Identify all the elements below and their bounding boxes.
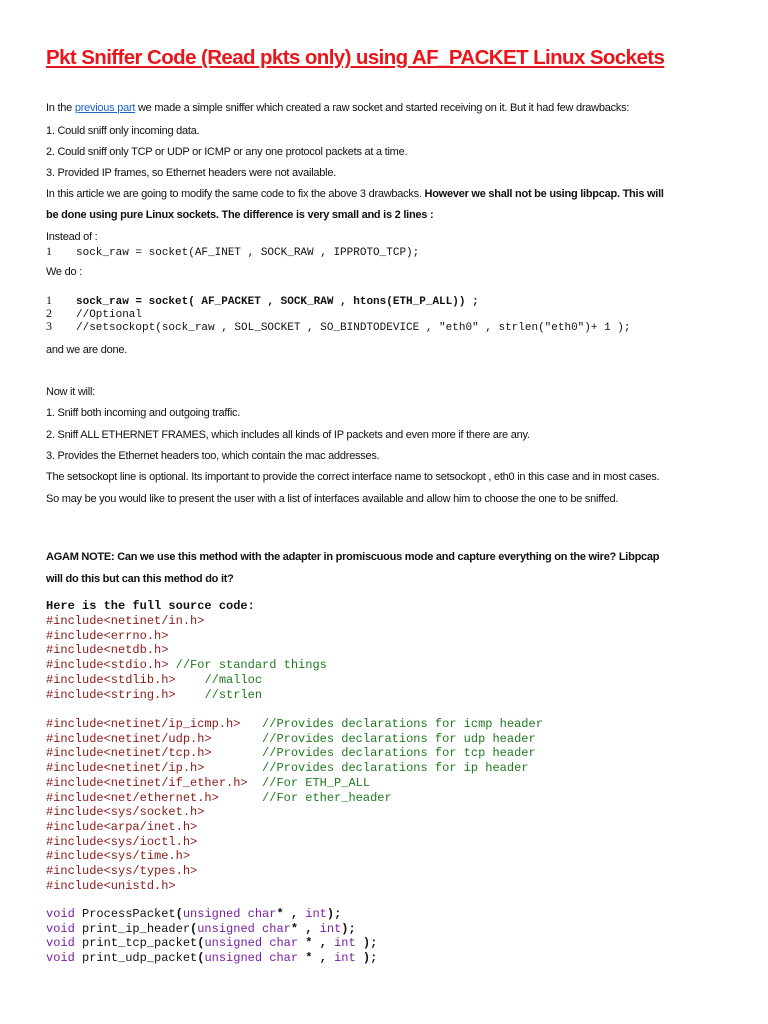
- line-number: 1: [46, 244, 52, 258]
- intro-suffix: we made a simple sniffer which created a raw socket and started receiving on it. But it had few drawbacks:: [135, 102, 630, 114]
- code-comment: //Provides declarations for ip header: [262, 761, 529, 776]
- code-line: [46, 761, 543, 776]
- agam-note: [46, 550, 659, 564]
- we-do-code-line: [46, 320, 631, 335]
- param-type: unsigned char: [204, 951, 299, 966]
- paren-open: (: [190, 921, 198, 936]
- param-rest: * ,: [298, 951, 335, 966]
- page-title: Pkt Sniffer Code (Read pkts only) using AF_PACKET Linux Sockets: [46, 46, 665, 69]
- agam-note-cont: [46, 572, 234, 586]
- now-label: Now it will:: [46, 386, 95, 398]
- code-comment: //Provides declarations for icmp header: [262, 717, 543, 731]
- code-line: [46, 922, 377, 937]
- include-directive: #include<netdb.h>: [46, 643, 169, 658]
- paren-open: (: [197, 951, 205, 966]
- code-text: //setsockopt(sock_raw , SOL_SOCKET , SO_BINDTODEVICE , "eth0" , strlen("eth0")+ 1 );: [76, 322, 631, 334]
- include-directive: #include<sys/socket.h>: [46, 805, 205, 820]
- include-directive: #include<netinet/ip_icmp.h>: [46, 717, 263, 731]
- include-directive: #include<stdlib.h>: [46, 672, 205, 687]
- line-number: 3: [46, 319, 52, 333]
- code-line: [46, 673, 327, 688]
- code-line: [46, 849, 543, 864]
- paren-close: );: [355, 951, 378, 966]
- param-rest: * ,: [276, 907, 306, 921]
- function-name: ProcessPacket: [74, 907, 176, 921]
- include-directive: #include<netinet/tcp.h>: [46, 746, 263, 761]
- code-comment: //For ETH_P_ALL: [262, 775, 371, 790]
- note-line-1: Can we use this method with the adapter in promiscuous mode and capture everything on the wire? Libpcap: [114, 551, 660, 563]
- include-directive: #include<net/ethernet.h>: [46, 790, 263, 805]
- code-line: [46, 717, 543, 732]
- now-item: 2. Sniff ALL ETHERNET FRAMES, which includes all kinds of IP packets and even more if there are any.: [46, 429, 530, 441]
- code-line: [46, 820, 543, 835]
- include-directive: #include<netinet/udp.h>: [46, 731, 263, 746]
- code-text: sock_raw = socket( AF_PACKET , SOCK_RAW , htons(ETH_P_ALL)) ;: [76, 296, 479, 308]
- code-comment: //For ether_header: [262, 790, 392, 805]
- param-rest: * ,: [298, 936, 335, 951]
- function-name: print_tcp_packet: [74, 936, 198, 951]
- article-normal: In this article we are going to modify the same code to fix the above 3 drawbacks.: [46, 188, 425, 200]
- now-item: 3. Provides the Ethernet headers too, which contain the mac addresses.: [46, 450, 380, 462]
- paren-close: );: [326, 907, 342, 921]
- paren-close: );: [341, 921, 356, 936]
- code-line: [46, 936, 377, 951]
- code-text: sock_raw = socket(AF_INET , SOCK_RAW , IPPROTO_TCP);: [76, 247, 420, 259]
- article-bold-line: [46, 208, 433, 222]
- code-block-prototypes: [46, 907, 377, 966]
- include-directive: #include<sys/ioctl.h>: [46, 834, 198, 849]
- maybe-text: So may be you would like to present the user with a list of interfaces available and allow him to choose the one to be sniffed.: [46, 493, 619, 505]
- line-number: 1: [46, 293, 52, 307]
- param-type-2: int: [319, 921, 342, 936]
- code-comment: //strlen: [204, 687, 263, 702]
- code-line: [46, 658, 327, 673]
- setsockopt-text: The setsockopt line is optional. Its important to provide the correct interface name to setsockopt , eth0 in this case and in most cases.: [46, 471, 660, 483]
- code-line: [46, 951, 377, 966]
- param-rest: * ,: [290, 921, 320, 936]
- paren-close: );: [355, 936, 378, 951]
- source-heading: Here is the full source code:: [46, 599, 255, 613]
- include-directive: #include<arpa/inet.h>: [46, 819, 198, 834]
- code-block-includes-a: [46, 614, 327, 702]
- include-directive: #include<errno.h>: [46, 628, 169, 643]
- article-bold-2: be done using pure Linux sockets. The difference is very small and is 2 lines :: [46, 209, 434, 221]
- code-line: [46, 907, 377, 922]
- done-text: and we are done.: [46, 344, 128, 356]
- drawback-item: 2. Could sniff only TCP or UDP or ICMP or any one protocol packets at a time.: [46, 146, 408, 158]
- code-line: [46, 746, 543, 761]
- code-line: [46, 864, 543, 879]
- line-number: 2: [46, 306, 52, 320]
- code-comment: //Provides declarations for tcp header: [262, 746, 536, 761]
- code-line: [46, 643, 327, 658]
- code-line: [46, 879, 543, 894]
- code-line: [46, 688, 327, 703]
- return-type: void: [46, 951, 75, 966]
- now-item: 1. Sniff both incoming and outgoing traffic.: [46, 407, 241, 419]
- code-line: [46, 835, 543, 850]
- include-directive: #include<netinet/in.h>: [46, 614, 205, 628]
- code-line: [46, 776, 543, 791]
- include-directive: #include<string.h>: [46, 687, 205, 702]
- code-line: [46, 805, 543, 820]
- drawback-item: 1. Could sniff only incoming data.: [46, 125, 200, 137]
- param-type: unsigned char: [204, 936, 299, 951]
- include-directive: #include<netinet/ip.h>: [46, 761, 263, 776]
- instead-label: Instead of :: [46, 231, 98, 243]
- code-line: [46, 732, 543, 747]
- code-comment: //For standard things: [175, 658, 327, 673]
- param-type: unsigned char: [197, 921, 291, 936]
- code-line: [46, 791, 543, 806]
- include-directive: #include<sys/types.h>: [46, 864, 198, 879]
- include-directive: #include<sys/time.h>: [46, 849, 191, 864]
- return-type: void: [46, 907, 75, 921]
- function-name: print_udp_packet: [74, 951, 198, 966]
- article-paragraph: [46, 187, 664, 201]
- include-directive: #include<netinet/if_ether.h>: [46, 775, 263, 790]
- we-do-label: We do :: [46, 266, 82, 278]
- param-type: unsigned char: [182, 907, 277, 921]
- instead-code-line: [46, 245, 419, 260]
- code-block-includes-b: [46, 717, 543, 893]
- include-directive: #include<unistd.h>: [46, 878, 176, 893]
- param-type-2: int: [305, 907, 327, 921]
- article-bold-1: However we shall not be using libpcap. This will: [424, 188, 664, 200]
- intro-prefix: In the: [46, 102, 75, 114]
- param-type-2: int: [334, 951, 356, 966]
- code-line: [46, 614, 327, 629]
- return-type: void: [46, 921, 75, 936]
- param-type-2: int: [334, 936, 356, 951]
- previous-part-link[interactable]: previous part: [74, 102, 136, 114]
- paren-open: (: [175, 907, 183, 921]
- return-type: void: [46, 936, 75, 951]
- function-name: print_ip_header: [74, 921, 191, 936]
- note-line-2: will do this but can this method do it?: [46, 573, 234, 585]
- code-comment: //Provides declarations for udp header: [262, 731, 536, 746]
- paren-open: (: [197, 936, 205, 951]
- intro-paragraph: [46, 101, 629, 115]
- include-directive: #include<stdio.h>: [46, 658, 176, 673]
- code-text: //Optional: [76, 309, 143, 321]
- drawback-item: 3. Provided IP frames, so Ethernet headers were not available.: [46, 167, 337, 179]
- code-comment: //malloc: [204, 672, 263, 687]
- code-line: [46, 629, 327, 644]
- note-label: AGAM NOTE:: [46, 551, 115, 563]
